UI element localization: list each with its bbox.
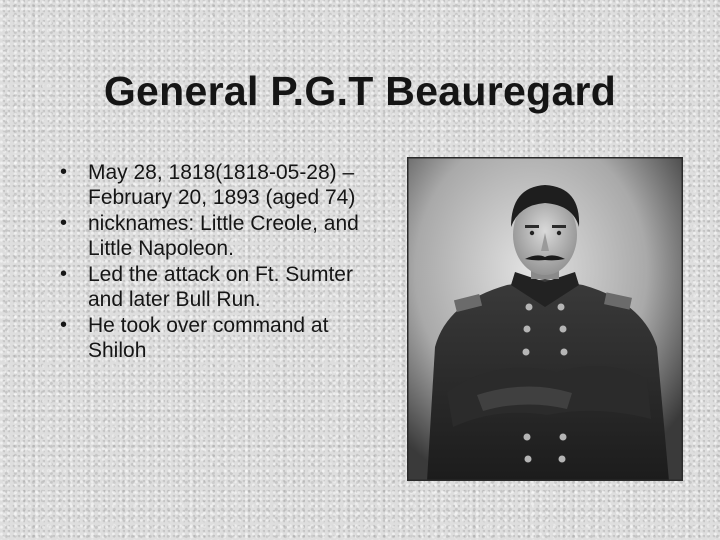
portrait-image bbox=[407, 157, 683, 481]
bullet-icon: • bbox=[60, 161, 68, 183]
bullet-text-battles: Led the attack on Ft. Sumter and later Bull Run. bbox=[88, 263, 353, 311]
bullet-text-shiloh: He took over command at Shiloh bbox=[88, 314, 329, 362]
bullet-text-birth-death: May 28, 1818(1818-05-28) – February 20, 1893 (aged 74) bbox=[88, 161, 356, 209]
bullet-icon: • bbox=[60, 212, 68, 234]
bullet-item bbox=[60, 211, 360, 261]
bullet-icon: • bbox=[60, 263, 68, 285]
portrait-photo bbox=[407, 157, 683, 481]
bullet-item bbox=[60, 313, 360, 363]
bullet-text-nicknames: nicknames: Little Creole, and Little Napoleon. bbox=[88, 212, 359, 260]
slide-title: General P.G.T Beauregard bbox=[103, 68, 617, 114]
bullet-item bbox=[60, 160, 360, 210]
bullet-icon: • bbox=[60, 314, 68, 336]
bullet-list bbox=[60, 160, 360, 364]
bullet-item bbox=[60, 262, 360, 312]
